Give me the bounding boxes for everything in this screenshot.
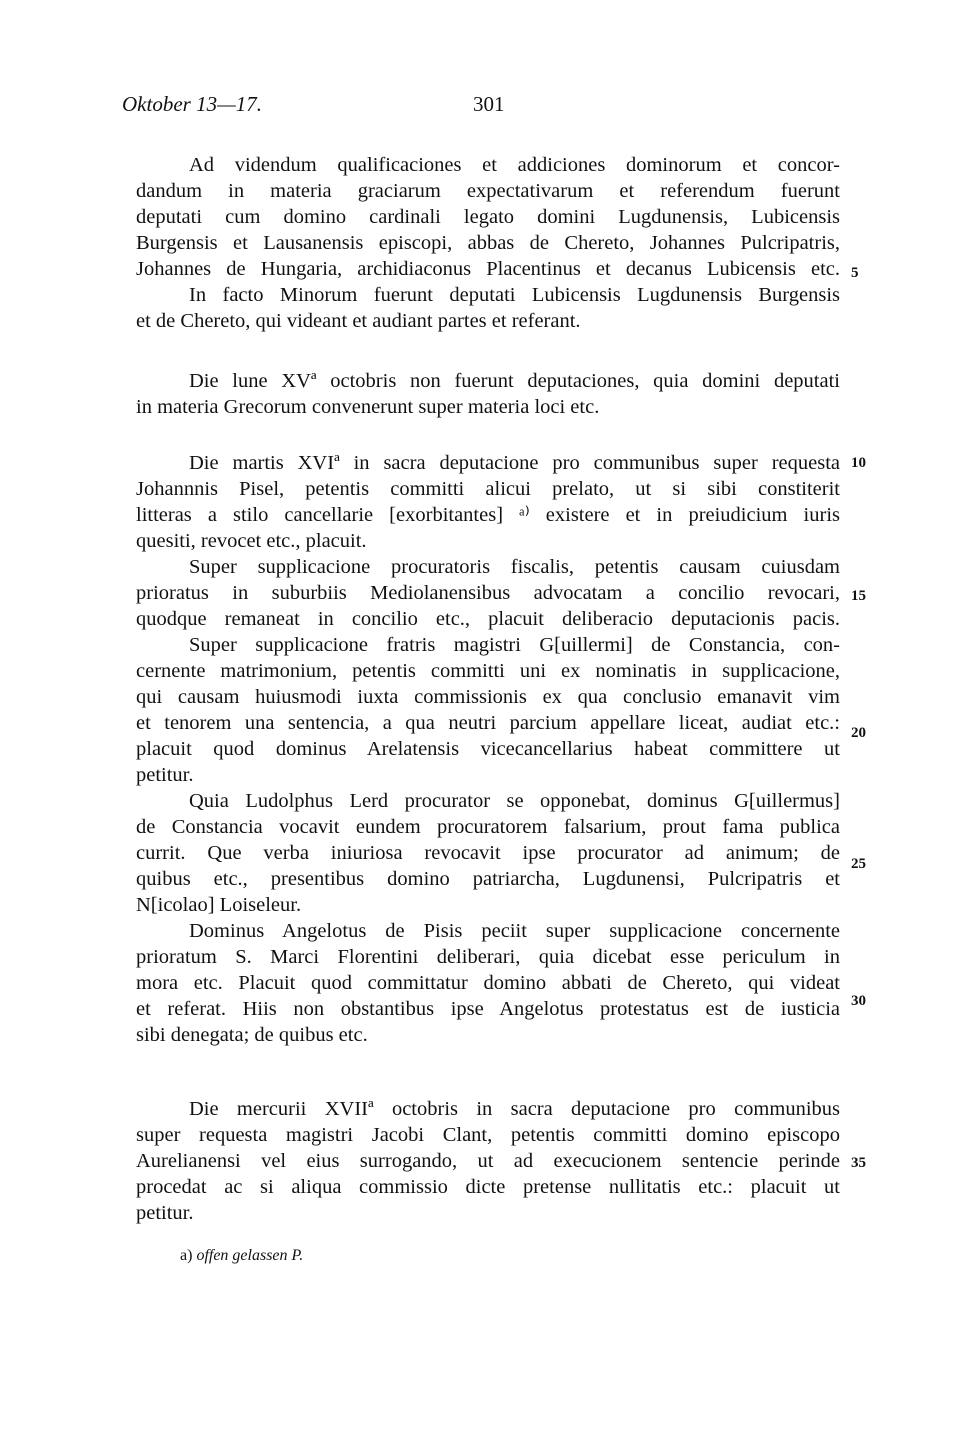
- text-line: et referat. Hiis non obstantibus ipse Angelotus protestatus est de iusticia: [136, 998, 840, 1020]
- text-line: litteras a stilo cancellarie [exorbitantes] ᵃ⁾ existere et in preiudicium iuris: [136, 504, 840, 526]
- text-line: in materia Grecorum convenerunt super materia loci etc.: [136, 396, 600, 418]
- footnote: [180, 1247, 303, 1265]
- text-line: In facto Minorum fuerunt deputati Lubicensis Lugdunensis Burgensis: [189, 284, 840, 306]
- text-line: Johannes de Hungaria, archidiaconus Placentinus et decanus Lubicensis etc.: [136, 258, 840, 280]
- text-line: sibi denegata; de quibus etc.: [136, 1024, 368, 1046]
- text-line: petitur.: [136, 764, 194, 786]
- line-number: 30: [851, 993, 866, 1009]
- page-header: [0, 92, 960, 122]
- text-line: placuit quod dominus Arelatensis vicecancellarius habeat committere ut: [136, 738, 840, 760]
- line-number: 15: [851, 588, 866, 604]
- text-line: et tenorem una sentencia, a qua neutri parcium appellare liceat, audiat etc.:: [136, 712, 840, 734]
- line-number: 35: [851, 1155, 866, 1171]
- text-line: Dominus Angelotus de Pisis peciit super supplicacione concernente: [189, 920, 840, 942]
- paragraph-die-martis: [136, 450, 840, 1048]
- text-line: quodque remaneat in concilio etc., placuit deliberacio deputacionis pacis.: [136, 608, 840, 630]
- paragraph-die-lune: [136, 368, 840, 420]
- line-number: 5: [851, 265, 859, 281]
- text-line: quibus etc., presentibus domino patriarcha, Lugdunensi, Pulcripatris et: [136, 868, 840, 890]
- text-line: de Constancia vocavit eundem procuratorem falsarium, prout fama publica: [136, 816, 840, 838]
- line-number: 20: [851, 725, 866, 741]
- text-line: Die martis XVIª in sacra deputacione pro communibus super requesta: [189, 452, 840, 474]
- text-line: cernente matrimonium, petentis committi uni ex nominatis in supplicacione,: [136, 660, 840, 682]
- text-line: Burgensis et Lausanensis episcopi, abbas de Chereto, Johannes Pulcripatris,: [136, 232, 840, 254]
- text-line: N[icolao] Loiseleur.: [136, 894, 302, 916]
- paragraph-deputati: [136, 152, 840, 334]
- text-line: qui causam huiusmodi iuxta commissionis ex qua conclusio emanavit vim: [136, 686, 840, 708]
- text-line: Quia Ludolphus Lerd procurator se opponebat, dominus G[uillermus]: [189, 790, 840, 812]
- text-line: quesiti, revocet etc., placuit.: [136, 530, 367, 552]
- text-line: Super supplicacione procuratoris fiscalis, petentis causam cuiusdam: [189, 556, 840, 578]
- line-number: 10: [851, 455, 866, 471]
- text-line: mora etc. Placuit quod committatur domino abbati de Chereto, qui videat: [136, 972, 840, 994]
- footnote-marker: a): [180, 1247, 193, 1264]
- text-line: super requesta magistri Jacobi Clant, petentis committi domino episcopo: [136, 1124, 840, 1146]
- text-line: Die mercurii XVIIª octobris in sacra deputacione pro communibus: [189, 1098, 840, 1120]
- text-line: Super supplicacione fratris magistri G[uillermi] de Constancia, con-: [189, 634, 840, 656]
- text-line: prioratum S. Marci Florentini deliberari, quia dicebat esse periculum in: [136, 946, 840, 968]
- text-line: deputati cum domino cardinali legato domini Lugdunensis, Lubicensis: [136, 206, 840, 228]
- line-number: 25: [851, 856, 866, 872]
- text-line: Die lune XVª octobris non fuerunt deputaciones, quia domini deputati: [189, 370, 840, 392]
- text-line: et de Chereto, qui videant et audiant partes et referant.: [136, 310, 581, 332]
- text-line: procedat ac si aliqua commissio dicte pretense nullitatis etc.: placuit ut: [136, 1176, 840, 1198]
- text-line: prioratus in suburbiis Mediolanensibus advocatam a concilio revocari,: [136, 582, 840, 604]
- footnote-text: offen gelassen P.: [196, 1247, 304, 1264]
- running-title: Oktober 13—17.: [122, 92, 262, 116]
- text-line: petitur.: [136, 1202, 194, 1224]
- text-line: Ad videndum qualificaciones et addiciones dominorum et concor-: [189, 154, 840, 176]
- page-number: 301: [473, 92, 505, 116]
- text-line: Aurelianensi vel eius surrogando, ut ad execucionem sentencie perinde: [136, 1150, 840, 1172]
- text-line: dandum in materia graciarum expectativarum et referendum fuerunt: [136, 180, 840, 202]
- text-line: Johannnis Pisel, petentis committi alicui prelato, ut si sibi constiterit: [136, 478, 840, 500]
- paragraph-die-mercurii: [136, 1096, 840, 1226]
- text-line: currit. Que verba iniuriosa revocavit ipse procurator ad animum; de: [136, 842, 840, 864]
